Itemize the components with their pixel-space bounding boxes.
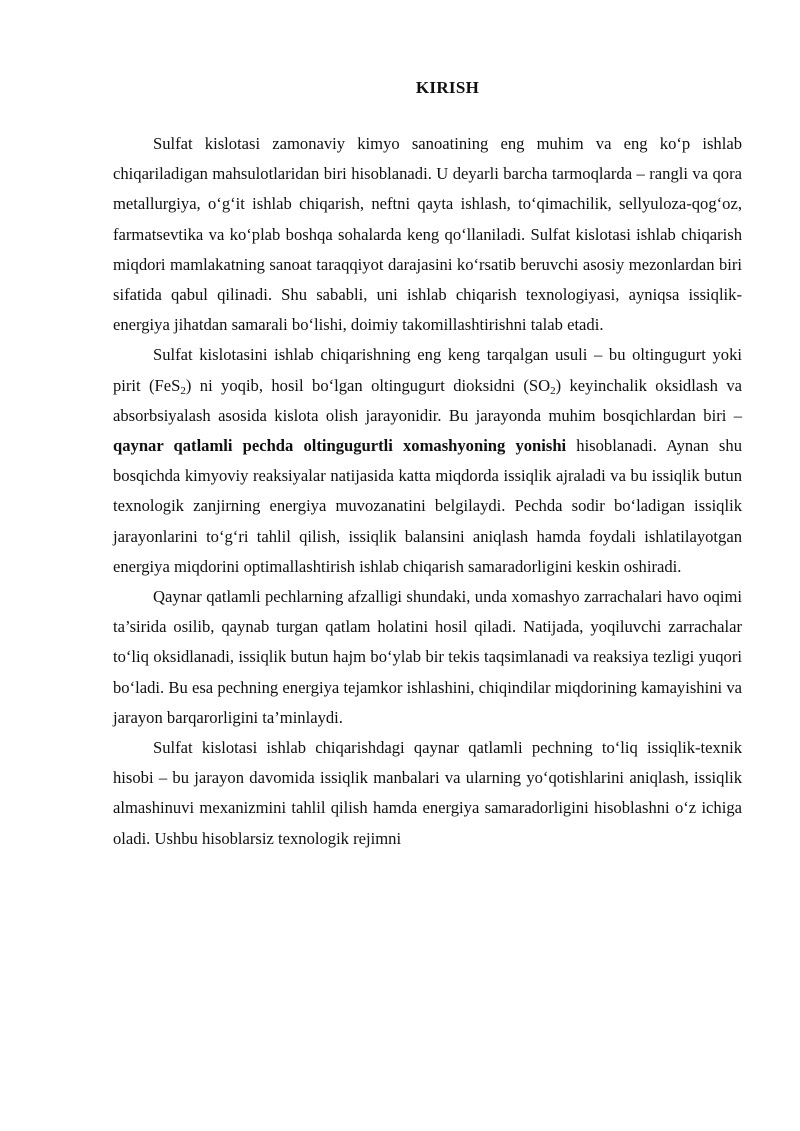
document-page (113, 0, 742, 854)
paragraph-3: Qaynar qatlamli pechlarning afzalligi shundaki, unda xomashyo zarrachalari havo oqimi ta’sirida osilib, qaynab turgan qatlam holatini hosil qiladi. Natijada, yoqiluvchi zarrachalar to‘liq oksidlanadi, issiqlik butun hajm bo‘ylab bir tekis taqsimlanadi va reaksiya tezligi yuqori bo‘ladi. Bu esa pechning energiya tejamkor ishlashini, chiqindilar miqdorining kamayishini va jarayon barqarorligini ta’minlaydi. (113, 587, 742, 727)
paragraph-2-text-3: ) keyinchalik oksidlash va absorbsiyalash asosida kislota olish jarayonidir. Bu jarayonda muhim bosqichlardan biri – (113, 375, 742, 425)
paragraph-2 (113, 340, 742, 582)
paragraph-1: Sulfat kislotasi zamonaviy kimyo sanoatining eng muhim va eng ko‘p ishlab chiqariladigan mahsulotlaridan biri hisoblanadi. U deyarli barcha tarmoqlarda – rangli va qora metallurgiya, o‘g‘it ishlab chiqarish, neftni qayta ishlash, to‘qimachilik, sellyuloza-qog‘oz, farmatsevtika va ko‘plab boshqa sohalarda keng qo‘llaniladi. Sulfat kislotasi ishlab chiqarish miqdori mamlakatning sanoat taraqqiyot darajasini ko‘rsatib beruvchi asosiy mezonlardan biri sifatida qabul qilinadi. Shu sababli, uni ishlab chiqarish texnologiyasi, ayniqsa issiqlik-energiya jihatdan samarali bo‘lishi, doimiy takomillashtirishni talab etadi. (113, 134, 742, 335)
paragraph-4: Sulfat kislotasi ishlab chiqarishdagi qaynar qatlamli pechning to‘liq issiqlik-texnik hisobi – bu jarayon davomida issiqlik manbalari va ularning yo‘qotishlarini aniqlash, issiqlik almashinuvi mexanizmini tahlil qilish hamda energiya samaradorligini hisoblashni o‘z ichiga oladi. Ushbu hisoblarsiz texnologik rejimni (113, 738, 742, 848)
paragraph-2-text-2: ) ni yoqib, hosil bo‘lgan oltingugurt dioksidni (SO (185, 375, 551, 395)
paragraph-2-text-4: hisoblanadi. Aynan shu bosqichda kimyoviy reaksiyalar natijasida katta miqdorda issiqlik ajraladi va bu issiqlik butun texnologik zanjirning energiya muvozanatini belgilaydi. Pechda sodir bo‘ladigan issiqlik jarayonlarini to‘g‘ri tahlil qilish, issiqlik balansini aniqlash hamda foydali ishlatilayotgan energiya miqdorini optimallashtirish ishlab chiqarish samaradorligini keskin oshiradi. (113, 436, 742, 576)
paragraph-2-text-1: Sulfat kislotasini ishlab chiqarishning eng keng tarqalgan usuli – bu oltingugurt yoki pirit (FeS (113, 345, 742, 395)
emphasized-phrase: qaynar qatlamli pechda oltingugurtli xomashyoning yonishi (113, 436, 567, 456)
subscript-2: 2 (550, 384, 556, 397)
section-heading: KIRISH (415, 78, 480, 97)
subscript-2: 2 (180, 384, 186, 397)
